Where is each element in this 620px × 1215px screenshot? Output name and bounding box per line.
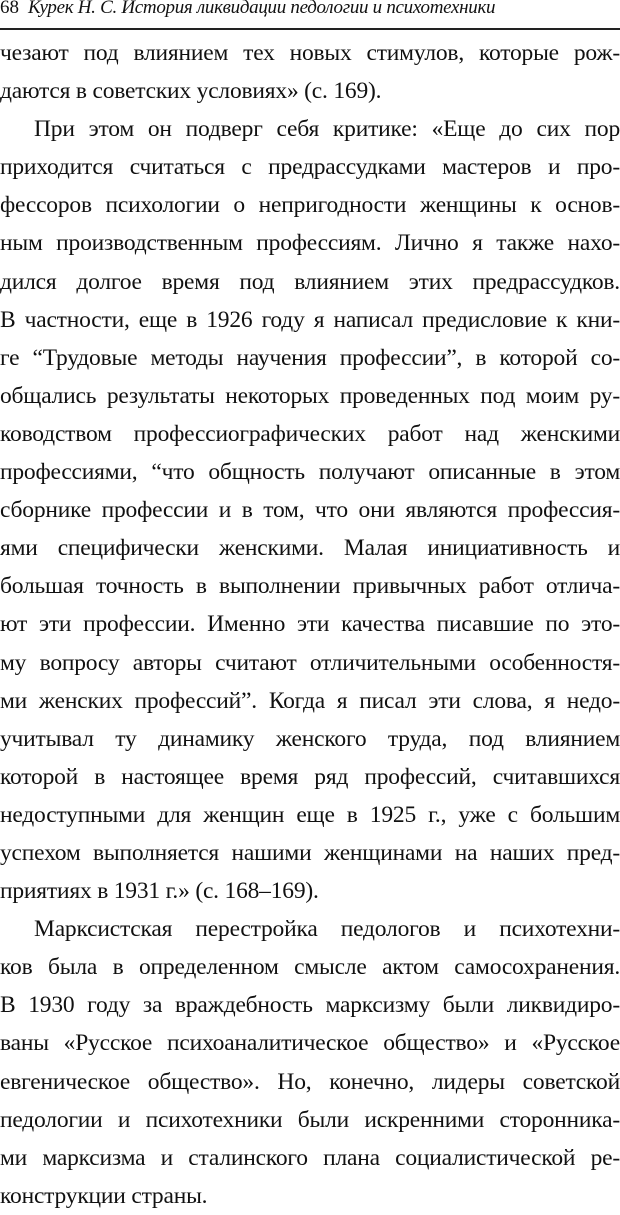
text-line: педологии и психотехники были искренними сторонника-: [0, 1106, 620, 1133]
text-line: чезают под влиянием тех новых стимулов, которые рож-: [0, 40, 620, 66]
text-line: ным производственным профессиям. Лично я также нахо-: [0, 230, 620, 257]
text-line: недоступными для женщин еще в 1925 г., уже с большим: [0, 801, 620, 828]
text-line: профессиями, “что общность получают описанные в этом: [0, 459, 620, 486]
text-line: евгеническое общество». Но, конечно, лидеры советской: [0, 1068, 620, 1095]
text-line: которой в настоящее время ряд профессий, считавшихся: [0, 763, 620, 790]
text-line: успехом выполняется нашими женщинами на наших пред-: [0, 839, 620, 866]
text-line: ге “Трудовые методы научения профессии”, в которой со-: [0, 344, 620, 371]
page-number: 68: [0, 0, 19, 18]
text-line: В 1930 году за враждебность марксизму были ликвидиро-: [0, 992, 620, 1019]
text-line: приходится считаться с предрассудками мастеров и про-: [0, 154, 620, 181]
text-line: общались результаты некоторых проведенных под моим ру-: [0, 382, 620, 409]
text-line: даются в советских условиях» (с. 169).: [0, 78, 382, 105]
text-line: ми марксизма и сталинского плана социалистической ре-: [0, 1144, 620, 1171]
text-line: ют эти профессии. Именно эти качества писавшие по это-: [0, 611, 620, 638]
paragraph-first-line: При этом он подверг себя критике: «Еще до сих пор: [34, 116, 620, 143]
text-line: ями специфически женскими. Малая инициативность и: [0, 535, 620, 562]
text-line: приятиях в 1931 г.» (с. 168–169).: [0, 878, 319, 905]
text-line: В частности, еще в 1926 году я написал предисловие к кни-: [0, 306, 620, 333]
text-line: ков была в определенном смысле актом самосохранения.: [0, 954, 620, 981]
running-title: Курек Н. С. История ликвидации педологии и психотехники: [28, 0, 496, 18]
text-line: фессоров психологии о непригодности женщины к основ-: [0, 192, 620, 219]
body-text: [0, 34, 620, 1215]
text-line: учитывал ту динамику женского труда, под влиянием: [0, 725, 620, 752]
text-line: сборнике профессии и в том, что они являются профессия-: [0, 497, 620, 524]
running-header: [0, 0, 620, 30]
text-line: дился долгое время под влиянием этих предрассудков.: [0, 268, 620, 295]
text-line: ководством профессиографических работ над женскими: [0, 420, 620, 447]
text-line: ми женских профессий”. Когда я писал эти слова, я недо-: [0, 687, 620, 714]
text-line: большая точность в выполнении привычных работ отлича-: [0, 573, 620, 600]
text-line: му вопросу авторы считают отличительными особенностя-: [0, 649, 620, 676]
text-line: ваны «Русское психоаналитическое общество» и «Русское: [0, 1030, 620, 1057]
text-line: конструкции страны.: [0, 1182, 208, 1209]
paragraph-first-line: Марксистская перестройка педологов и психотехни-: [34, 916, 620, 943]
